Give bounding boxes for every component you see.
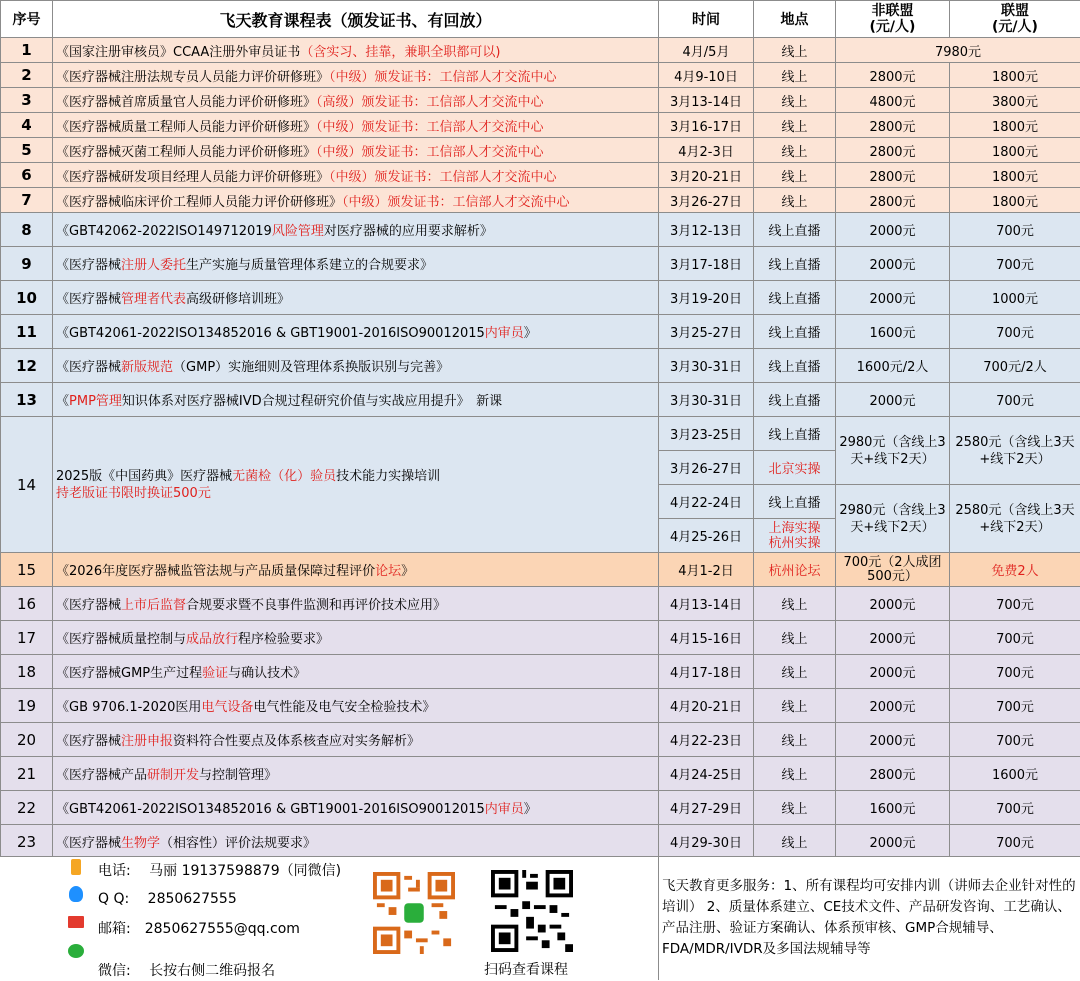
course-title-highlight: 风险管理 <box>272 224 324 239</box>
course-title-highlight: 注册人委托 <box>121 258 186 273</box>
course-time: 4月13-14日 <box>659 587 754 621</box>
course-title-text: （相容性）评价法规要求》 <box>160 836 316 851</box>
course-title-highlight: 上市后监督 <box>121 598 186 613</box>
course-title-text: 《医疗器械GMP生产过程 <box>56 666 202 681</box>
course-title <box>53 621 659 655</box>
course-title-text: 《医疗器械首席质量官人员能力评价研修班》 <box>56 95 316 110</box>
header-nonmember: 非联盟 (元/人) <box>836 1 950 38</box>
course-row-1 <box>1 38 1080 63</box>
course-title-text: 电气性能及电气安全检验技术》 <box>253 700 435 715</box>
price-nonmember: 4800元 <box>836 88 950 113</box>
course-place: 线上 <box>754 621 836 655</box>
course-row-13 <box>1 383 1080 417</box>
course-time: 4月/5月 <box>659 38 754 63</box>
row-num: 3 <box>1 88 53 113</box>
course-title <box>53 553 659 587</box>
course-title-text: 《医疗器械质量控制与 <box>56 632 186 647</box>
course-time: 3月26-27日 <box>659 188 754 213</box>
price-member: 1800元 <box>950 138 1080 163</box>
price-member: 1800元 <box>950 188 1080 213</box>
course-title-text: 资料符合性要点及体系核查应对实务解析》 <box>173 734 420 749</box>
price-member: 1800元 <box>950 163 1080 188</box>
course-row-12 <box>1 349 1080 383</box>
course-place: 线上 <box>754 723 836 757</box>
course-title-text: 《医疗器械临床评价工程师人员能力评价研修班》 <box>56 195 342 210</box>
price-nonmember: 2800元 <box>836 113 950 138</box>
price-member: 700元 <box>950 689 1080 723</box>
course-title <box>53 587 659 621</box>
course-row-6 <box>1 163 1080 188</box>
course-place: 线上 <box>754 88 836 113</box>
course-title <box>53 213 659 247</box>
row-num: 14 <box>1 417 53 553</box>
course-title-highlight: 研制开发 <box>147 768 199 783</box>
price-member: 700元 <box>950 247 1080 281</box>
course-time: 3月16-17日 <box>659 113 754 138</box>
price-member: 1600元 <box>950 757 1080 791</box>
course-title-text: 与确认技术》 <box>228 666 306 681</box>
price-nonmember: 2000元 <box>836 689 950 723</box>
course-title-highlight: PMP管理 <box>69 394 122 409</box>
price-nonmember: 2000元 <box>836 383 950 417</box>
course-row-18 <box>1 655 1080 689</box>
wechat-icon <box>68 944 84 958</box>
course-time: 4月2-3日 <box>659 138 754 163</box>
row-num: 15 <box>1 553 53 587</box>
course-title-text: 《2026年度医疗器械监管法规与产品质量保障过程评价 <box>56 564 375 579</box>
row-num: 13 <box>1 383 53 417</box>
course-place: 线上直播 <box>754 281 836 315</box>
price-nonmember: 2800元 <box>836 188 950 213</box>
course-title-highlight: 无菌检（化）验员 <box>232 469 336 484</box>
course-place: 线上 <box>754 587 836 621</box>
header-time: 时间 <box>659 1 754 38</box>
course-title-text: 《 <box>56 394 69 409</box>
qr-label: 扫码查看课程 <box>484 959 568 979</box>
course-row-8 <box>1 213 1080 247</box>
course-title-text: 《医疗器械 <box>56 598 121 613</box>
course-time: 3月19-20日 <box>659 281 754 315</box>
table-title: 飞天教育课程表（颁发证书、有回放） <box>53 1 659 38</box>
price-member: 2580元（含线上3天+线下2天） <box>950 417 1080 485</box>
course-title <box>53 349 659 383</box>
course-title-text: 2025版《中国药典》医疗器械 <box>56 469 232 484</box>
course-time: 4月27-29日 <box>659 791 754 825</box>
course-certificate-info: （中级）颁发证书：工信部人才交流中心 <box>316 120 544 135</box>
price-member: 700元 <box>950 723 1080 757</box>
course-title-text: 《医疗器械产品 <box>56 768 147 783</box>
price-member: 700元 <box>950 383 1080 417</box>
price-nonmember: 2000元 <box>836 723 950 757</box>
row-num: 8 <box>1 213 53 247</box>
course-row-16 <box>1 587 1080 621</box>
course-title-note: 持老版证书限时换证500元 <box>56 486 211 501</box>
row-num: 7 <box>1 188 53 213</box>
course-row-5 <box>1 138 1080 163</box>
row-num: 17 <box>1 621 53 655</box>
session-time: 4月25-26日 <box>659 519 754 553</box>
course-title <box>53 188 659 213</box>
course-title-text: 《医疗器械灭菌工程师人员能力评价研修班》 <box>56 145 316 160</box>
header-num: 序号 <box>1 1 53 38</box>
course-place: 线上 <box>754 138 836 163</box>
price-nonmember: 2800元 <box>836 163 950 188</box>
course-row-23 <box>1 825 1080 859</box>
price-member: 700元 <box>950 621 1080 655</box>
course-title-highlight: 内审员 <box>485 802 524 817</box>
session-time: 4月22-24日 <box>659 485 754 519</box>
course-title-text: 《医疗器械 <box>56 292 121 307</box>
contact-email[interactable]: 邮箱: 2850627555@qq.com <box>98 918 300 938</box>
header-row <box>1 1 1080 38</box>
course-title-text: 程序检验要求》 <box>238 632 329 647</box>
course-row-21 <box>1 757 1080 791</box>
price-nonmember: 2980元（含线上3天+线下2天） <box>836 417 950 485</box>
course-place: 线上直播 <box>754 315 836 349</box>
price-nonmember: 2800元 <box>836 138 950 163</box>
course-title <box>53 88 659 113</box>
course-time: 4月1-2日 <box>659 553 754 587</box>
course-title-text: 与控制管理》 <box>199 768 277 783</box>
course-title <box>53 655 659 689</box>
price-nonmember: 2800元 <box>836 63 950 88</box>
course-place: 线上直播 <box>754 247 836 281</box>
row-num: 19 <box>1 689 53 723</box>
course-title-text: 《GBT42061-2022ISO134852016 & GBT19001-2016ISO90012015 <box>56 326 485 341</box>
price-nonmember: 2000元 <box>836 655 950 689</box>
course-title <box>53 247 659 281</box>
price-nonmember: 2000元 <box>836 587 950 621</box>
course-place: 线上 <box>754 38 836 63</box>
course-title-text: 》 <box>524 326 537 341</box>
row-num: 4 <box>1 113 53 138</box>
row-num: 1 <box>1 38 53 63</box>
course-time: 3月30-31日 <box>659 383 754 417</box>
session-place: 线上直播 <box>754 417 836 451</box>
course-title-text: 《GBT42061-2022ISO134852016 & GBT19001-2016ISO90012015 <box>56 802 485 817</box>
course-time: 4月22-23日 <box>659 723 754 757</box>
session-time: 3月26-27日 <box>659 451 754 485</box>
row-num: 22 <box>1 791 53 825</box>
course-row-20 <box>1 723 1080 757</box>
course-title-text: 《医疗器械 <box>56 734 121 749</box>
row-num: 5 <box>1 138 53 163</box>
course-place: 线上 <box>754 757 836 791</box>
phone-icon <box>71 859 81 875</box>
course-title-text: 《医疗器械 <box>56 258 121 273</box>
price-nonmember: 2980元（含线上3天+线下2天） <box>836 485 950 553</box>
course-place: 线上 <box>754 791 836 825</box>
course-row-10 <box>1 281 1080 315</box>
more-services-text: 飞天教育更多服务：1、所有课程均可安排内训（讲师去企业针对性的培训） 2、质量体系建立、CE技术文件、产品研发咨询、工艺确认、产品注册、验证方案确认、体系预审核、GMP合规辅导、FDA/MDR/IVDR及多国法规辅导等 <box>662 876 1076 960</box>
course-title <box>53 757 659 791</box>
course-row-22 <box>1 791 1080 825</box>
course-title-text: 《医疗器械 <box>56 836 121 851</box>
email-icon <box>68 916 84 928</box>
course-title-text: 技术能力实操培训 <box>336 469 440 484</box>
row-num: 20 <box>1 723 53 757</box>
row-num: 23 <box>1 825 53 859</box>
price-member: 免费2人 <box>950 553 1080 587</box>
course-place: 线上 <box>754 113 836 138</box>
session-time: 3月23-25日 <box>659 417 754 451</box>
header-member: 联盟 (元/人) <box>950 1 1080 38</box>
contact-qq[interactable]: Q Q: 2850627555 <box>98 888 237 908</box>
session-place: 上海实操 杭州实操 <box>754 519 836 553</box>
course-title-text: 生产实施与质量管理体系建立的合规要求》 <box>186 258 433 273</box>
course-title-text: 高级研修培训班》 <box>186 292 290 307</box>
course-certificate-info: （中级）颁发证书：工信部人才交流中心 <box>329 70 557 85</box>
course-title <box>53 113 659 138</box>
course-title-highlight: 生物学 <box>121 836 160 851</box>
course-price: 7980元 <box>836 38 1080 63</box>
course-title-text: 》 <box>524 802 537 817</box>
price-member: 700元 <box>950 825 1080 859</box>
course-title-highlight: 管理者代表 <box>121 292 186 307</box>
price-nonmember: 2000元 <box>836 621 950 655</box>
course-title-highlight: 验证 <box>202 666 228 681</box>
course-title <box>53 791 659 825</box>
price-member: 2580元（含线上3天+线下2天） <box>950 485 1080 553</box>
course-title-text: 《医疗器械注册法规专员人员能力评价研修班》 <box>56 70 329 85</box>
course-place: 线上直播 <box>754 383 836 417</box>
course-row-2 <box>1 63 1080 88</box>
course-place: 线上 <box>754 163 836 188</box>
course-title <box>53 63 659 88</box>
course-time: 4月20-21日 <box>659 689 754 723</box>
course-title-text: 《GBT42062-2022ISO149712019 <box>56 224 272 239</box>
course-title-highlight: 内审员 <box>485 326 524 341</box>
header-place: 地点 <box>754 1 836 38</box>
course-place: 线上直播 <box>754 349 836 383</box>
row-num: 9 <box>1 247 53 281</box>
course-time: 3月20-21日 <box>659 163 754 188</box>
course-row-11 <box>1 315 1080 349</box>
course-title-highlight: 电气设备 <box>201 700 253 715</box>
course-time: 4月24-25日 <box>659 757 754 791</box>
contact-phone[interactable]: 电话: 马丽 19137598879（同微信) <box>98 860 341 880</box>
course-title-text: 对医疗器械的应用要求解析》 <box>324 224 493 239</box>
row-num: 6 <box>1 163 53 188</box>
course-certificate-info: （高级）颁发证书：工信部人才交流中心 <box>316 95 544 110</box>
course-time: 4月9-10日 <box>659 63 754 88</box>
course-title <box>53 689 659 723</box>
course-title-text: 合规要求暨不良事件监测和再评价技术应用》 <box>186 598 446 613</box>
course-time: 3月25-27日 <box>659 315 754 349</box>
price-member: 700元 <box>950 213 1080 247</box>
row-num: 2 <box>1 63 53 88</box>
price-member: 700元 <box>950 655 1080 689</box>
price-member: 700元 <box>950 315 1080 349</box>
course-row-7 <box>1 188 1080 213</box>
course-title <box>53 383 659 417</box>
course-time: 3月12-13日 <box>659 213 754 247</box>
price-nonmember: 2800元 <box>836 757 950 791</box>
course-title <box>53 163 659 188</box>
session-place: 线上直播 <box>754 485 836 519</box>
course-title-text: 《医疗器械质量工程师人员能力评价研修班》 <box>56 120 316 135</box>
footer-divider <box>658 856 659 980</box>
course-qr-code[interactable] <box>491 870 573 952</box>
price-member: 700元 <box>950 587 1080 621</box>
course-title-text: 《医疗器械 <box>56 360 121 375</box>
course-row-4 <box>1 113 1080 138</box>
course-title <box>53 417 659 553</box>
course-title-text: 《医疗器械研发项目经理人员能力评价研修班》 <box>56 170 329 185</box>
course-title-highlight: 成品放行 <box>186 632 238 647</box>
course-row-14 <box>1 417 1080 451</box>
price-nonmember: 1600元/2人 <box>836 349 950 383</box>
course-title-highlight: 论坛 <box>375 564 401 579</box>
course-place: 线上 <box>754 63 836 88</box>
price-member: 700元/2人 <box>950 349 1080 383</box>
course-row-3 <box>1 88 1080 113</box>
course-time: 4月15-16日 <box>659 621 754 655</box>
session-place: 北京实操 <box>754 451 836 485</box>
row-num: 12 <box>1 349 53 383</box>
qq-icon <box>69 886 83 902</box>
course-row-15 <box>1 553 1080 587</box>
course-title <box>53 281 659 315</box>
row-num: 11 <box>1 315 53 349</box>
course-title <box>53 315 659 349</box>
row-num: 21 <box>1 757 53 791</box>
row-num: 16 <box>1 587 53 621</box>
course-certificate-info: （中级）颁发证书：工信部人才交流中心 <box>342 195 570 210</box>
course-title-text: 《GB 9706.1-2020医用 <box>56 700 201 715</box>
price-member: 1000元 <box>950 281 1080 315</box>
course-time: 4月29-30日 <box>659 825 754 859</box>
wechat-qr-code[interactable] <box>373 872 455 954</box>
course-title-text: （GMP）实施细则及管理体系换版识别与完善》 <box>173 360 449 375</box>
contact-wechat: 微信: 长按右侧二维码报名 <box>98 960 275 980</box>
course-row-19 <box>1 689 1080 723</box>
row-num: 10 <box>1 281 53 315</box>
course-title-text: 》 <box>401 564 414 579</box>
course-title-text: 知识体系对医疗器械IVD合规过程研究价值与实战应用提升》 新课 <box>122 394 502 409</box>
course-title <box>53 38 659 63</box>
course-title-highlight: 新版规范 <box>121 360 173 375</box>
course-place: 杭州论坛 <box>754 553 836 587</box>
course-place: 线上 <box>754 825 836 859</box>
course-title-text: 《国家注册审核员》CCAA注册外审员证书 <box>56 45 300 60</box>
price-nonmember: 1600元 <box>836 315 950 349</box>
price-member: 1800元 <box>950 113 1080 138</box>
price-member: 700元 <box>950 791 1080 825</box>
course-place: 线上 <box>754 689 836 723</box>
course-title-highlight: （含实习、挂靠，兼职全职都可以) <box>300 45 500 60</box>
course-title-highlight: 注册申报 <box>121 734 173 749</box>
course-time: 4月17-18日 <box>659 655 754 689</box>
course-row-9 <box>1 247 1080 281</box>
course-title <box>53 723 659 757</box>
course-certificate-info: （中级）颁发证书：工信部人才交流中心 <box>329 170 557 185</box>
course-title <box>53 138 659 163</box>
row-num: 18 <box>1 655 53 689</box>
price-nonmember: 2000元 <box>836 213 950 247</box>
course-place: 线上 <box>754 188 836 213</box>
course-certificate-info: （中级）颁发证书：工信部人才交流中心 <box>316 145 544 160</box>
course-time: 3月13-14日 <box>659 88 754 113</box>
price-nonmember: 2000元 <box>836 247 950 281</box>
course-time: 3月30-31日 <box>659 349 754 383</box>
course-time: 3月17-18日 <box>659 247 754 281</box>
price-nonmember: 2000元 <box>836 281 950 315</box>
course-place: 线上 <box>754 655 836 689</box>
price-nonmember: 700元（2人成团500元） <box>836 553 950 587</box>
course-place: 线上直播 <box>754 213 836 247</box>
price-member: 1800元 <box>950 63 1080 88</box>
course-row-17 <box>1 621 1080 655</box>
price-nonmember: 2000元 <box>836 825 950 859</box>
price-member: 3800元 <box>950 88 1080 113</box>
price-nonmember: 1600元 <box>836 791 950 825</box>
course-title <box>53 825 659 859</box>
